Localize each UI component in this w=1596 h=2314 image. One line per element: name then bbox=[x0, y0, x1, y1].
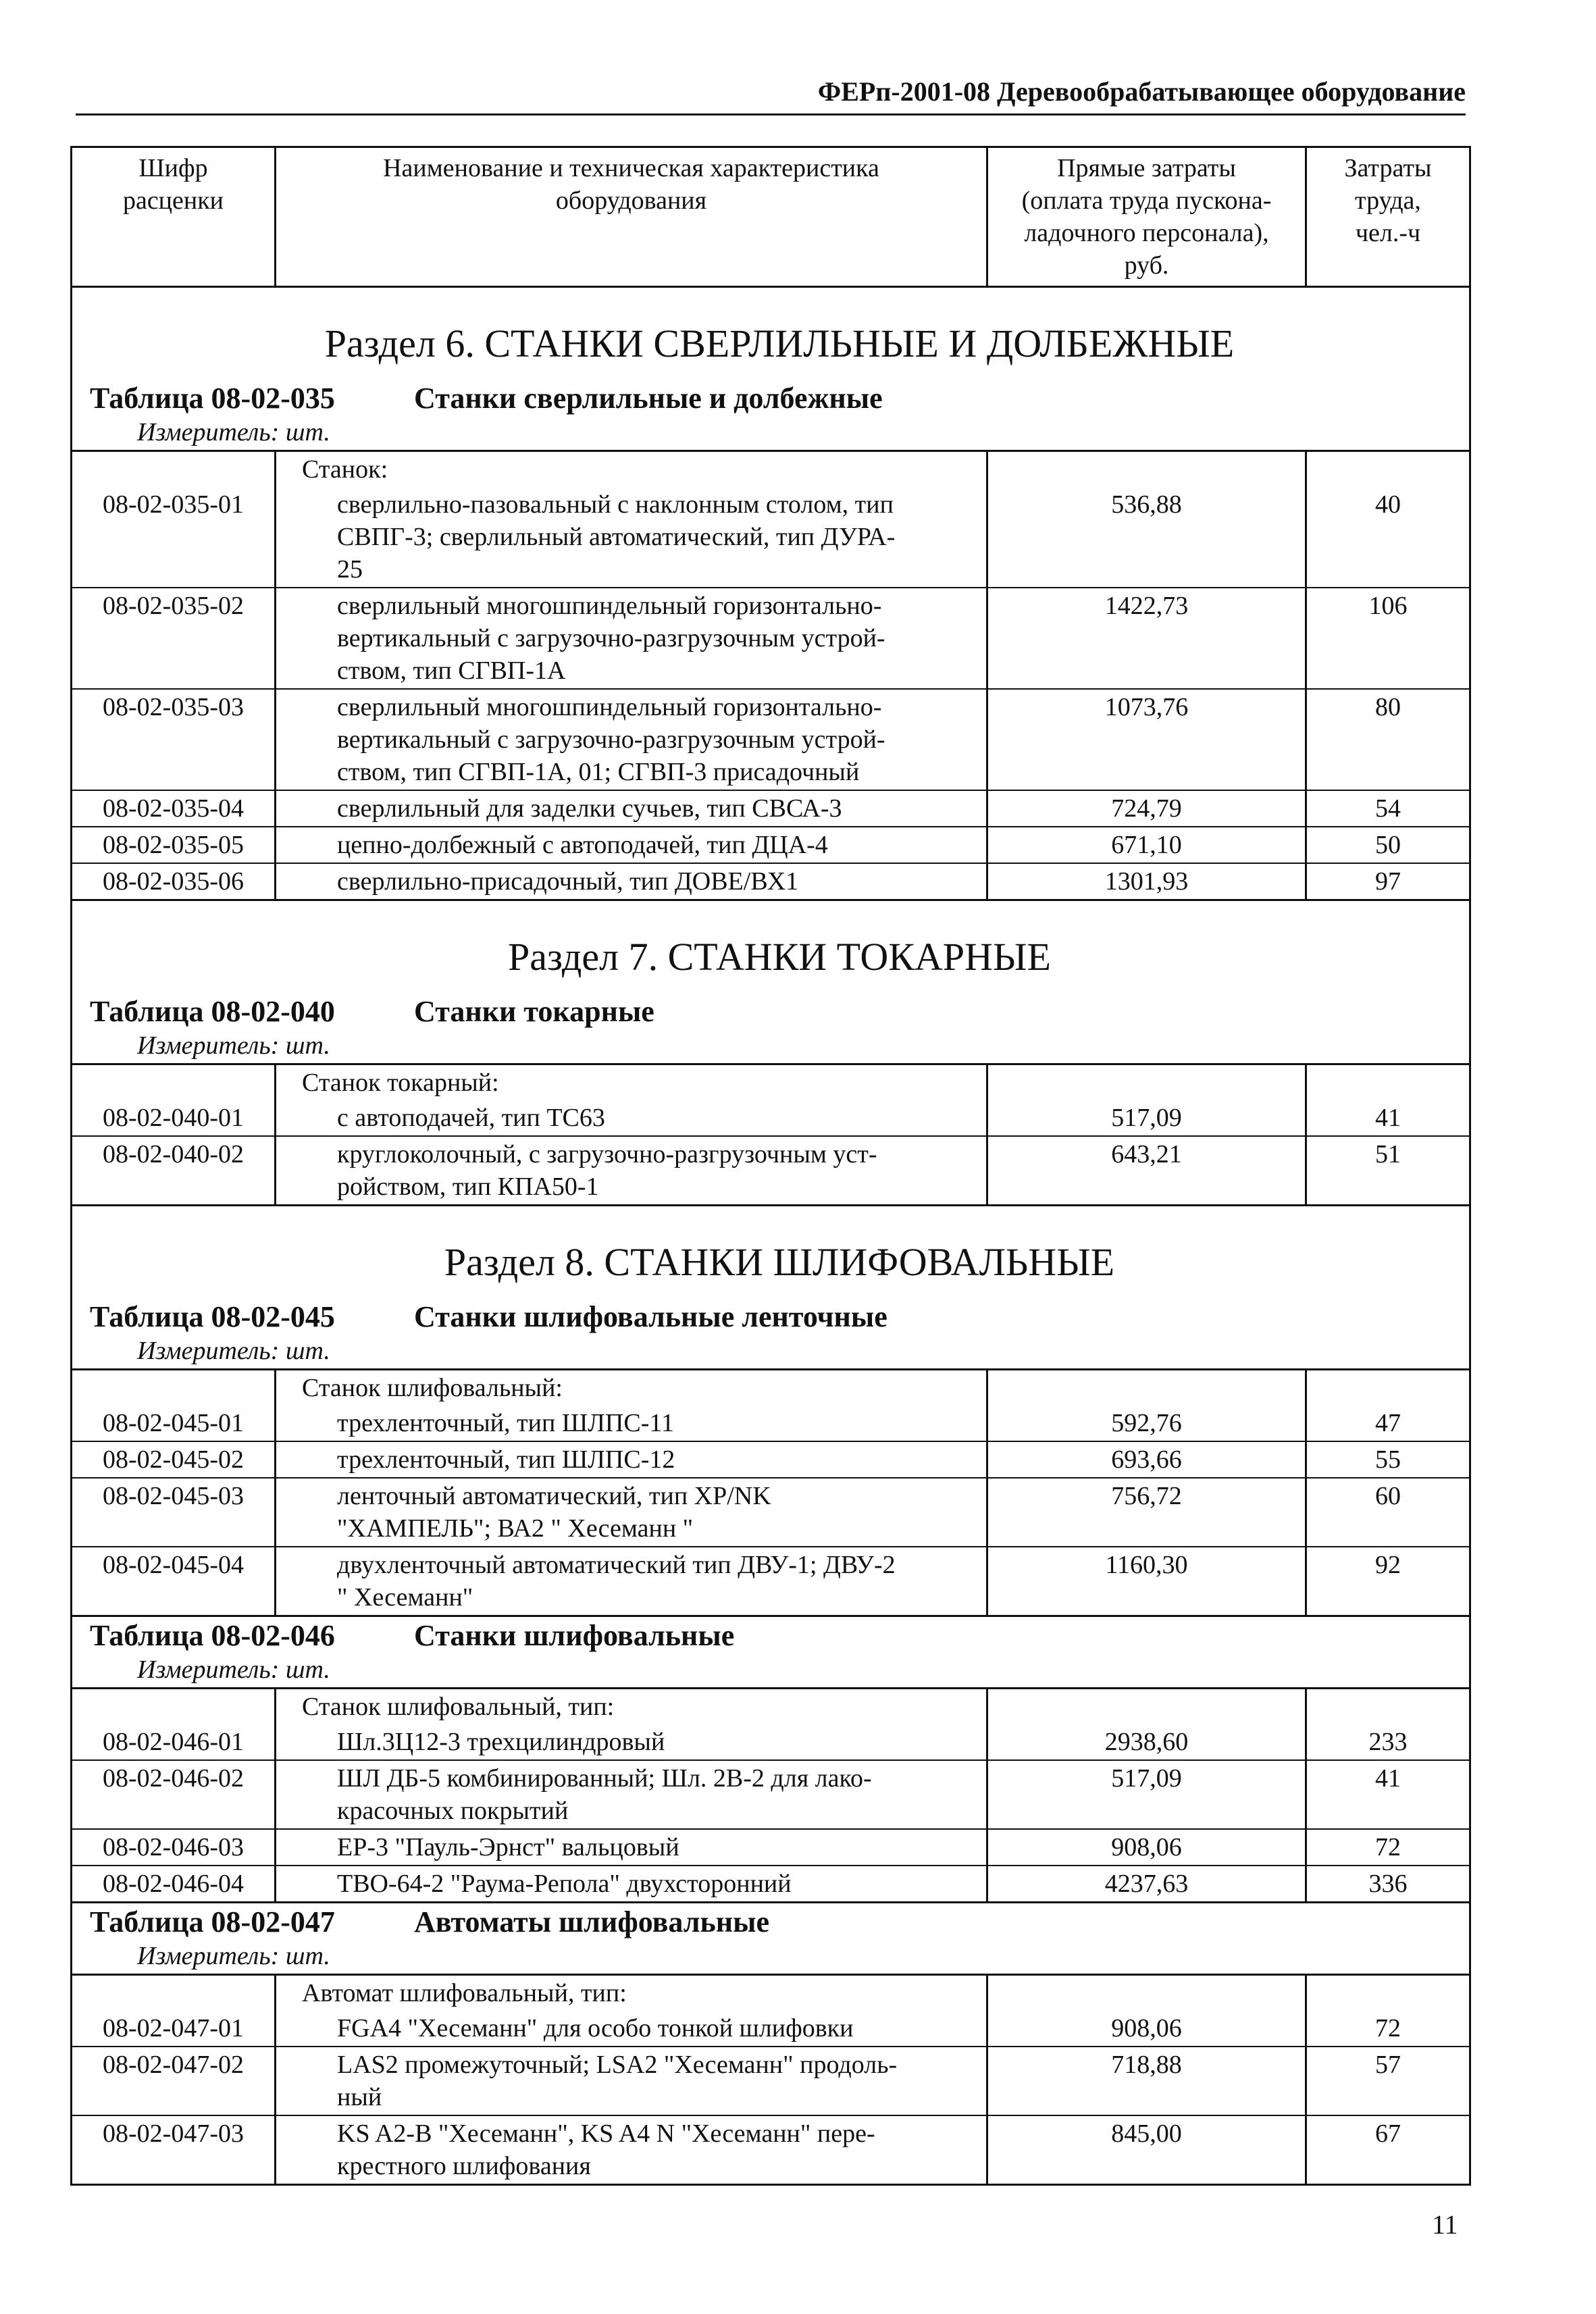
header-rule bbox=[76, 113, 1466, 115]
column-header-labor: Затраты труда, чел.-ч bbox=[1344, 154, 1432, 247]
description-line: круглоколочный, с загрузочно-разгрузочным уст- bbox=[337, 1140, 877, 1168]
description-line: "ХАМПЕЛЬ"; ВА2 " Хесеманн " bbox=[337, 1514, 694, 1543]
description-line: трехленточный, тип ШЛПС-11 bbox=[337, 1409, 674, 1437]
labor-hours: 60 bbox=[1375, 1482, 1401, 1510]
equipment-group-label: Автомат шлифовальный, тип: bbox=[276, 1976, 988, 2011]
table-row bbox=[72, 1441, 1469, 1477]
measure-unit: Измеритель: шт. bbox=[137, 418, 330, 446]
labor-hours: 336 bbox=[1368, 1870, 1408, 1898]
equipment-description bbox=[276, 1442, 988, 1477]
cost-cell-empty bbox=[988, 1370, 1307, 1406]
rate-code: 08-02-035-02 bbox=[72, 588, 276, 688]
table-name: Станки токарные bbox=[414, 995, 654, 1028]
section-block bbox=[72, 286, 1469, 450]
table-number: Таблица 08-02-047 bbox=[90, 1905, 335, 1938]
direct-cost: 592,76 bbox=[988, 1406, 1307, 1441]
equipment-description bbox=[276, 1830, 988, 1865]
labor-hours: 72 bbox=[1375, 1833, 1401, 1861]
description-line: вертикальный с загрузочно-разгрузочным устрой- bbox=[337, 725, 885, 754]
cost-cell-empty bbox=[988, 1689, 1307, 1724]
table-row bbox=[72, 688, 1469, 790]
equipment-description bbox=[276, 864, 988, 899]
direct-cost: 1073,76 bbox=[988, 690, 1307, 790]
equipment-description bbox=[276, 2047, 988, 2115]
direct-cost: 908,06 bbox=[988, 1830, 1307, 1865]
equipment-description bbox=[276, 690, 988, 790]
direct-cost: 2938,60 bbox=[988, 1724, 1307, 1759]
table-row bbox=[72, 863, 1469, 899]
section-content bbox=[90, 1206, 1469, 1368]
direct-cost: 4237,63 bbox=[988, 1866, 1307, 1901]
direct-cost: 693,66 bbox=[988, 1442, 1307, 1477]
labor-hours: 54 bbox=[1375, 794, 1401, 823]
measure-unit: Измеритель: шт. bbox=[137, 1031, 330, 1060]
rate-code: 08-02-047-03 bbox=[72, 2116, 276, 2184]
code-cell-empty bbox=[72, 1976, 276, 2011]
labor-hours: 233 bbox=[1368, 1728, 1408, 1756]
table-caption bbox=[90, 1903, 1469, 1974]
direct-cost: 643,21 bbox=[988, 1137, 1307, 1204]
table-body bbox=[72, 286, 1469, 2184]
labor-hours: 51 bbox=[1375, 1140, 1401, 1168]
labor-hours: 67 bbox=[1375, 2119, 1401, 2148]
table-name: Станки шлифовальные bbox=[414, 1619, 735, 1652]
equipment-description bbox=[276, 1137, 988, 1204]
description-line: сверлильный для заделки сучьев, тип СВСА-3 bbox=[337, 794, 842, 823]
table-row bbox=[72, 2046, 1469, 2115]
labor-hours: 55 bbox=[1375, 1445, 1401, 1474]
labor-cell-empty bbox=[1307, 1976, 1469, 2011]
description-line: ством, тип СГВП-1А, 01; СГВП-3 присадочный bbox=[337, 758, 860, 786]
code-cell-empty bbox=[72, 452, 276, 487]
description-line: ный bbox=[337, 2083, 382, 2111]
description-line: ленточный автоматический, тип XP/NK bbox=[337, 1482, 771, 1510]
table-row bbox=[72, 1724, 1469, 1759]
price-table bbox=[70, 146, 1471, 2186]
description-line: красочных покрытий bbox=[337, 1797, 569, 1825]
table-caption bbox=[90, 1617, 1469, 1687]
table-title bbox=[90, 380, 1469, 417]
direct-cost: 517,09 bbox=[988, 1100, 1307, 1135]
section-title: Раздел 7. СТАНКИ ТОКАРНЫЕ bbox=[508, 935, 1051, 979]
direct-cost: 1422,73 bbox=[988, 588, 1307, 688]
table-number: Таблица 08-02-040 bbox=[90, 995, 335, 1028]
description-line: сверлильный многошпиндельный горизонтально- bbox=[337, 592, 882, 620]
direct-cost: 517,09 bbox=[988, 1761, 1307, 1828]
table-row bbox=[72, 2011, 1469, 2046]
code-cell-empty bbox=[72, 1689, 276, 1724]
rate-code: 08-02-045-04 bbox=[72, 1547, 276, 1615]
page-number: 11 bbox=[1432, 2209, 1458, 2240]
table-intro-row bbox=[72, 1063, 1469, 1100]
equipment-group-label: Станок шлифовальный: bbox=[276, 1370, 988, 1406]
description-line: ТВО-64-2 "Раума-Репола" двухсторонний bbox=[337, 1870, 792, 1898]
rate-code: 08-02-046-01 bbox=[72, 1724, 276, 1759]
table-title bbox=[90, 1903, 1469, 1941]
table-intro-row bbox=[72, 1974, 1469, 2011]
table-row bbox=[72, 1546, 1469, 1615]
table-number: Таблица 08-02-035 bbox=[90, 382, 335, 415]
rate-code: 08-02-035-01 bbox=[72, 487, 276, 587]
description-line: ройством, тип КПА50-1 bbox=[337, 1173, 599, 1201]
cost-cell-empty bbox=[988, 1976, 1307, 2011]
table-row bbox=[72, 1135, 1469, 1204]
table-row bbox=[72, 1406, 1469, 1441]
section-title: Раздел 8. СТАНКИ ШЛИФОВАЛЬНЫЕ bbox=[444, 1240, 1115, 1284]
cost-cell-empty bbox=[988, 1065, 1307, 1100]
running-header: ФЕРп-2001-08 Деревообрабатывающее оборудование bbox=[817, 76, 1466, 107]
section-block bbox=[72, 1204, 1469, 1368]
labor-hours: 41 bbox=[1375, 1104, 1401, 1132]
description-line: сверлильно-пазовальный с наклонным столом, тип bbox=[337, 490, 894, 519]
description-line: двухленточный автоматический тип ДВУ-1; ДВУ-2 bbox=[337, 1551, 896, 1579]
equipment-group-label: Станок шлифовальный, тип: bbox=[276, 1689, 988, 1724]
labor-hours: 97 bbox=[1375, 867, 1401, 896]
table-caption-row bbox=[72, 1615, 1469, 1687]
equipment-description bbox=[276, 487, 988, 587]
description-line: ством, тип СГВП-1А bbox=[337, 657, 566, 685]
description-line: ШЛ ДБ-5 комбинированный; Шл. 2В-2 для лако- bbox=[337, 1764, 872, 1793]
rate-code: 08-02-045-02 bbox=[72, 1442, 276, 1477]
cost-cell-empty bbox=[988, 452, 1307, 487]
table-name: Автоматы шлифовальные bbox=[414, 1905, 770, 1938]
equipment-description bbox=[276, 588, 988, 688]
equipment-description bbox=[276, 1724, 988, 1759]
table-row bbox=[72, 1477, 1469, 1546]
rate-code: 08-02-040-02 bbox=[72, 1137, 276, 1204]
description-line: сверлильно-присадочный, тип ДОВЕ/ВХ1 bbox=[337, 867, 799, 896]
table-row bbox=[72, 487, 1469, 587]
table-title bbox=[90, 993, 1469, 1031]
labor-hours: 47 bbox=[1375, 1409, 1401, 1437]
equipment-description bbox=[276, 2116, 988, 2184]
description-line: трехленточный, тип ШЛПС-12 bbox=[337, 1445, 675, 1474]
description-line: " Хесеманн" bbox=[337, 1583, 473, 1612]
description-line: 25 bbox=[337, 555, 363, 584]
direct-cost: 1160,30 bbox=[988, 1547, 1307, 1615]
equipment-description bbox=[276, 1479, 988, 1546]
equipment-description bbox=[276, 2011, 988, 2046]
description-line: с автоподачей, тип ТС63 bbox=[337, 1104, 605, 1132]
table-row bbox=[72, 1865, 1469, 1901]
description-line: KS A2-B "Хесеманн", KS A4 N "Хесеманн" пере- bbox=[337, 2119, 875, 2148]
direct-cost: 845,00 bbox=[988, 2116, 1307, 2184]
labor-hours: 57 bbox=[1375, 2051, 1401, 2079]
equipment-group-label: Станок токарный: bbox=[276, 1065, 988, 1100]
table-number: Таблица 08-02-045 bbox=[90, 1300, 335, 1333]
direct-cost: 718,88 bbox=[988, 2047, 1307, 2115]
equipment-group-label: Станок: bbox=[276, 452, 988, 487]
rate-code: 08-02-047-01 bbox=[72, 2011, 276, 2046]
direct-cost: 671,10 bbox=[988, 827, 1307, 863]
rate-code: 08-02-045-01 bbox=[72, 1406, 276, 1441]
rate-code: 08-02-035-04 bbox=[72, 791, 276, 826]
column-header-cost: Прямые затраты (оплата труда пускона- ладочного персонала), руб. bbox=[988, 148, 1307, 286]
table-intro-row bbox=[72, 450, 1469, 487]
labor-hours: 92 bbox=[1375, 1551, 1401, 1579]
labor-hours: 40 bbox=[1375, 490, 1401, 519]
rate-code: 08-02-035-03 bbox=[72, 690, 276, 790]
table-number: Таблица 08-02-046 bbox=[90, 1619, 335, 1652]
measure-unit: Измеритель: шт. bbox=[137, 1655, 330, 1684]
column-header-row bbox=[72, 148, 1469, 286]
table-row bbox=[72, 826, 1469, 863]
column-header-code: Шифр расценки bbox=[72, 148, 276, 286]
table-title bbox=[90, 1617, 1469, 1655]
description-line: Шл.3Ц12-3 трехцилиндровый bbox=[337, 1728, 665, 1756]
labor-hours: 106 bbox=[1368, 592, 1408, 620]
table-name: Станки шлифовальные ленточные bbox=[414, 1300, 887, 1333]
equipment-description bbox=[276, 1866, 988, 1901]
description-line: сверлильный многошпиндельный горизонтально- bbox=[337, 693, 882, 721]
code-cell-empty bbox=[72, 1370, 276, 1406]
equipment-description bbox=[276, 827, 988, 863]
table-row bbox=[72, 1100, 1469, 1135]
rate-code: 08-02-040-01 bbox=[72, 1100, 276, 1135]
section-content bbox=[90, 288, 1469, 450]
rate-code: 08-02-047-02 bbox=[72, 2047, 276, 2115]
measure-unit: Измеритель: шт. bbox=[137, 1942, 330, 1970]
labor-cell-empty bbox=[1307, 1065, 1469, 1100]
table-row bbox=[72, 2115, 1469, 2184]
equipment-description bbox=[276, 1100, 988, 1135]
table-row bbox=[72, 790, 1469, 826]
table-row bbox=[72, 587, 1469, 688]
labor-hours: 50 bbox=[1375, 831, 1401, 859]
labor-hours: 41 bbox=[1375, 1764, 1401, 1793]
equipment-description bbox=[276, 791, 988, 826]
rate-code: 08-02-046-04 bbox=[72, 1866, 276, 1901]
description-line: FGA4 "Хесеманн" для особо тонкой шлифовки bbox=[337, 2014, 854, 2042]
description-line: вертикальный с загрузочно-разгрузочным устрой- bbox=[337, 624, 885, 652]
equipment-description bbox=[276, 1761, 988, 1828]
direct-cost: 536,88 bbox=[988, 487, 1307, 587]
table-intro-row bbox=[72, 1368, 1469, 1406]
labor-cell-empty bbox=[1307, 452, 1469, 487]
labor-hours: 80 bbox=[1375, 693, 1401, 721]
section-block bbox=[72, 899, 1469, 1063]
rate-code: 08-02-035-05 bbox=[72, 827, 276, 863]
table-row bbox=[72, 1828, 1469, 1865]
direct-cost: 724,79 bbox=[988, 791, 1307, 826]
description-line: ЕР-3 "Пауль-Эрнст" вальцовый bbox=[337, 1833, 679, 1861]
section-content bbox=[90, 901, 1469, 1063]
table-intro-row bbox=[72, 1687, 1469, 1724]
measure-unit: Измеритель: шт. bbox=[137, 1337, 330, 1365]
code-cell-empty bbox=[72, 1065, 276, 1100]
description-line: цепно-долбежный с автоподачей, тип ДЦА-4 bbox=[337, 831, 828, 859]
rate-code: 08-02-035-06 bbox=[72, 864, 276, 899]
rate-code: 08-02-045-03 bbox=[72, 1479, 276, 1546]
equipment-description bbox=[276, 1547, 988, 1615]
rate-code: 08-02-046-03 bbox=[72, 1830, 276, 1865]
table-title bbox=[90, 1298, 1469, 1336]
table-row bbox=[72, 1759, 1469, 1828]
direct-cost: 756,72 bbox=[988, 1479, 1307, 1546]
labor-cell-empty bbox=[1307, 1370, 1469, 1406]
description-line: СВПГ-3; сверлильный автоматический, тип ДУРА- bbox=[337, 523, 896, 551]
direct-cost: 1301,93 bbox=[988, 864, 1307, 899]
description-line: крестного шлифования bbox=[337, 2152, 591, 2180]
table-name: Станки сверлильные и долбежные bbox=[414, 382, 883, 415]
rate-code: 08-02-046-02 bbox=[72, 1761, 276, 1828]
equipment-description bbox=[276, 1406, 988, 1441]
labor-cell-empty bbox=[1307, 1689, 1469, 1724]
description-line: LAS2 промежуточный; LSA2 "Хесеманн" продоль- bbox=[337, 2051, 898, 2079]
section-title: Раздел 6. СТАНКИ СВЕРЛИЛЬНЫЕ И ДОЛБЕЖНЫЕ bbox=[324, 322, 1235, 365]
column-header-name: Наименование и техническая характеристика оборудования bbox=[276, 148, 988, 286]
labor-hours: 72 bbox=[1375, 2014, 1401, 2042]
table-caption-row bbox=[72, 1901, 1469, 1974]
direct-cost: 908,06 bbox=[988, 2011, 1307, 2046]
